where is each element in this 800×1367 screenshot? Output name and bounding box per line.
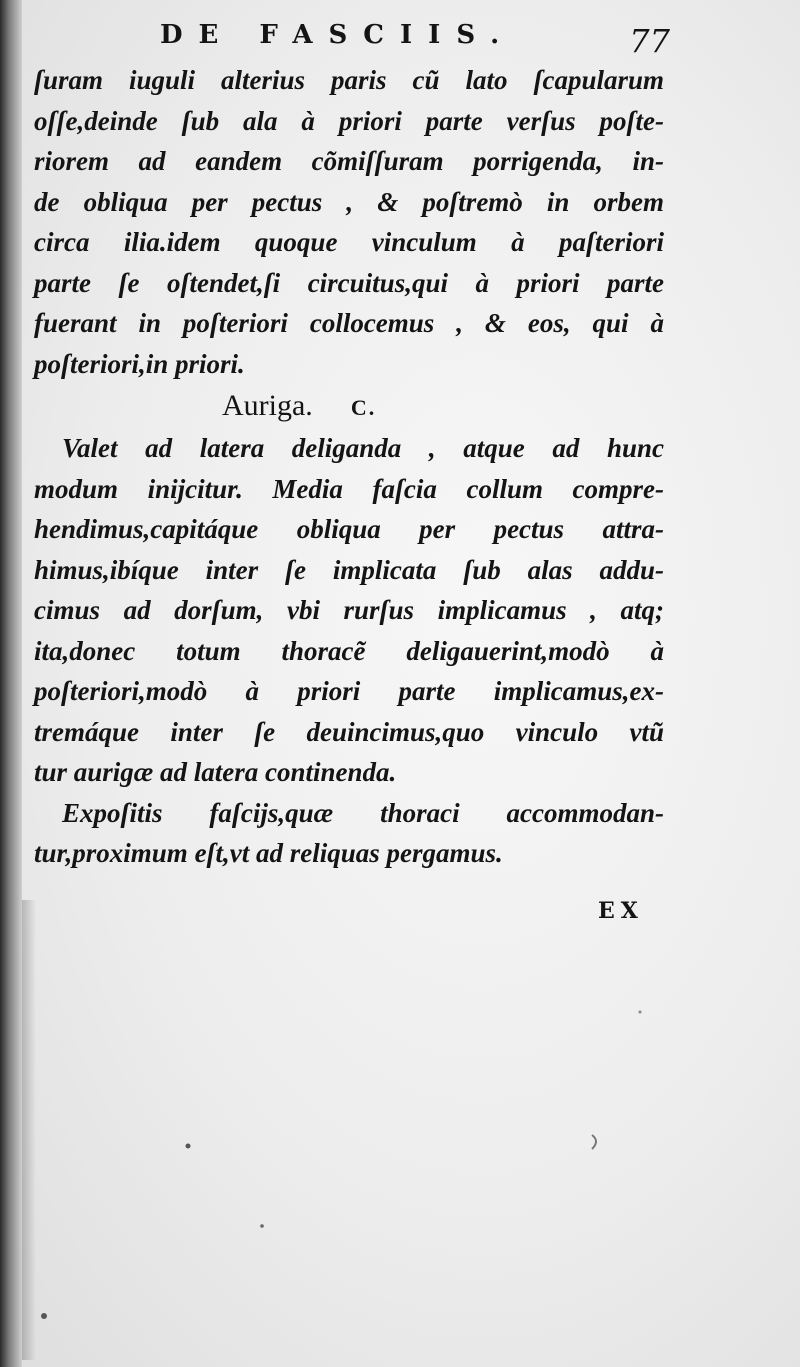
text-line: riorem ad eandem cõmiſſuram porrigenda, in- xyxy=(34,146,664,176)
page-number: 77 xyxy=(629,22,670,60)
text-line: fuerant in poſteriori collocemus , & eos, qui à xyxy=(34,308,664,338)
text-line: poſteriori,modò à priori parte implicamus,ex- xyxy=(34,676,664,706)
section-heading-title: Auriga. xyxy=(222,389,313,422)
page-header xyxy=(150,20,670,60)
text-line: cimus ad dorſum, vbi rurſus implicamus , atq; xyxy=(34,595,664,625)
text-line: ſuram iuguli alterius paris cũ lato ſcapularum xyxy=(34,65,664,95)
text-line: de obliqua per pectus , & poſtremò in orbem xyxy=(34,186,664,217)
page-gutter-shadow xyxy=(0,0,22,1367)
text-line: Valet ad latera deliganda , atque ad hunc xyxy=(62,433,664,463)
text-line: parte ſe oſtendet,ſi circuitus,qui à priori parte xyxy=(34,267,664,298)
running-head: DE FASCIIS. xyxy=(160,20,516,50)
text-line: modum inijcitur. Media faſcia collum compre- xyxy=(34,473,664,504)
section-heading-letter: C. xyxy=(350,395,377,420)
ink-speck xyxy=(186,1144,191,1149)
ink-speck xyxy=(260,1224,264,1228)
text-line: Expoſitis faſcijs,quæ thoraci accommodan- xyxy=(62,797,664,828)
text-line: tremáque inter ſe deuincimus,quo vinculo vtũ xyxy=(34,716,664,747)
text-line: ita,donec totum thoracẽ deligauerint,modò à xyxy=(34,635,664,666)
text-line: tur aurigæ ad latera continenda. xyxy=(34,757,397,787)
page-edge-shadow xyxy=(22,900,36,1360)
text-line: tur,proximum eſt,vt ad reliquas pergamus. xyxy=(34,838,503,868)
ink-speck xyxy=(41,1313,47,1319)
ink-speck xyxy=(592,1135,596,1149)
catchword: EX xyxy=(598,898,644,924)
paragraph-2 xyxy=(34,428,664,793)
paragraph-1 xyxy=(34,60,664,384)
body-text xyxy=(34,60,664,874)
text-line: poſteriori,in priori. xyxy=(34,348,245,379)
text-line: hendimus,capitáque obliqua per pectus attra- xyxy=(34,514,664,544)
ink-speck xyxy=(639,1011,642,1014)
text-line: oſſe,deinde ſub ala à priori parte verſus poſte- xyxy=(34,105,664,136)
section-heading xyxy=(34,384,664,428)
text-line: circa ilia.idem quoque vinculum à paſteriori xyxy=(34,227,664,257)
text-line: himus,ibíque inter ſe implicata ſub alas addu- xyxy=(34,554,664,585)
paragraph-3 xyxy=(34,793,664,874)
